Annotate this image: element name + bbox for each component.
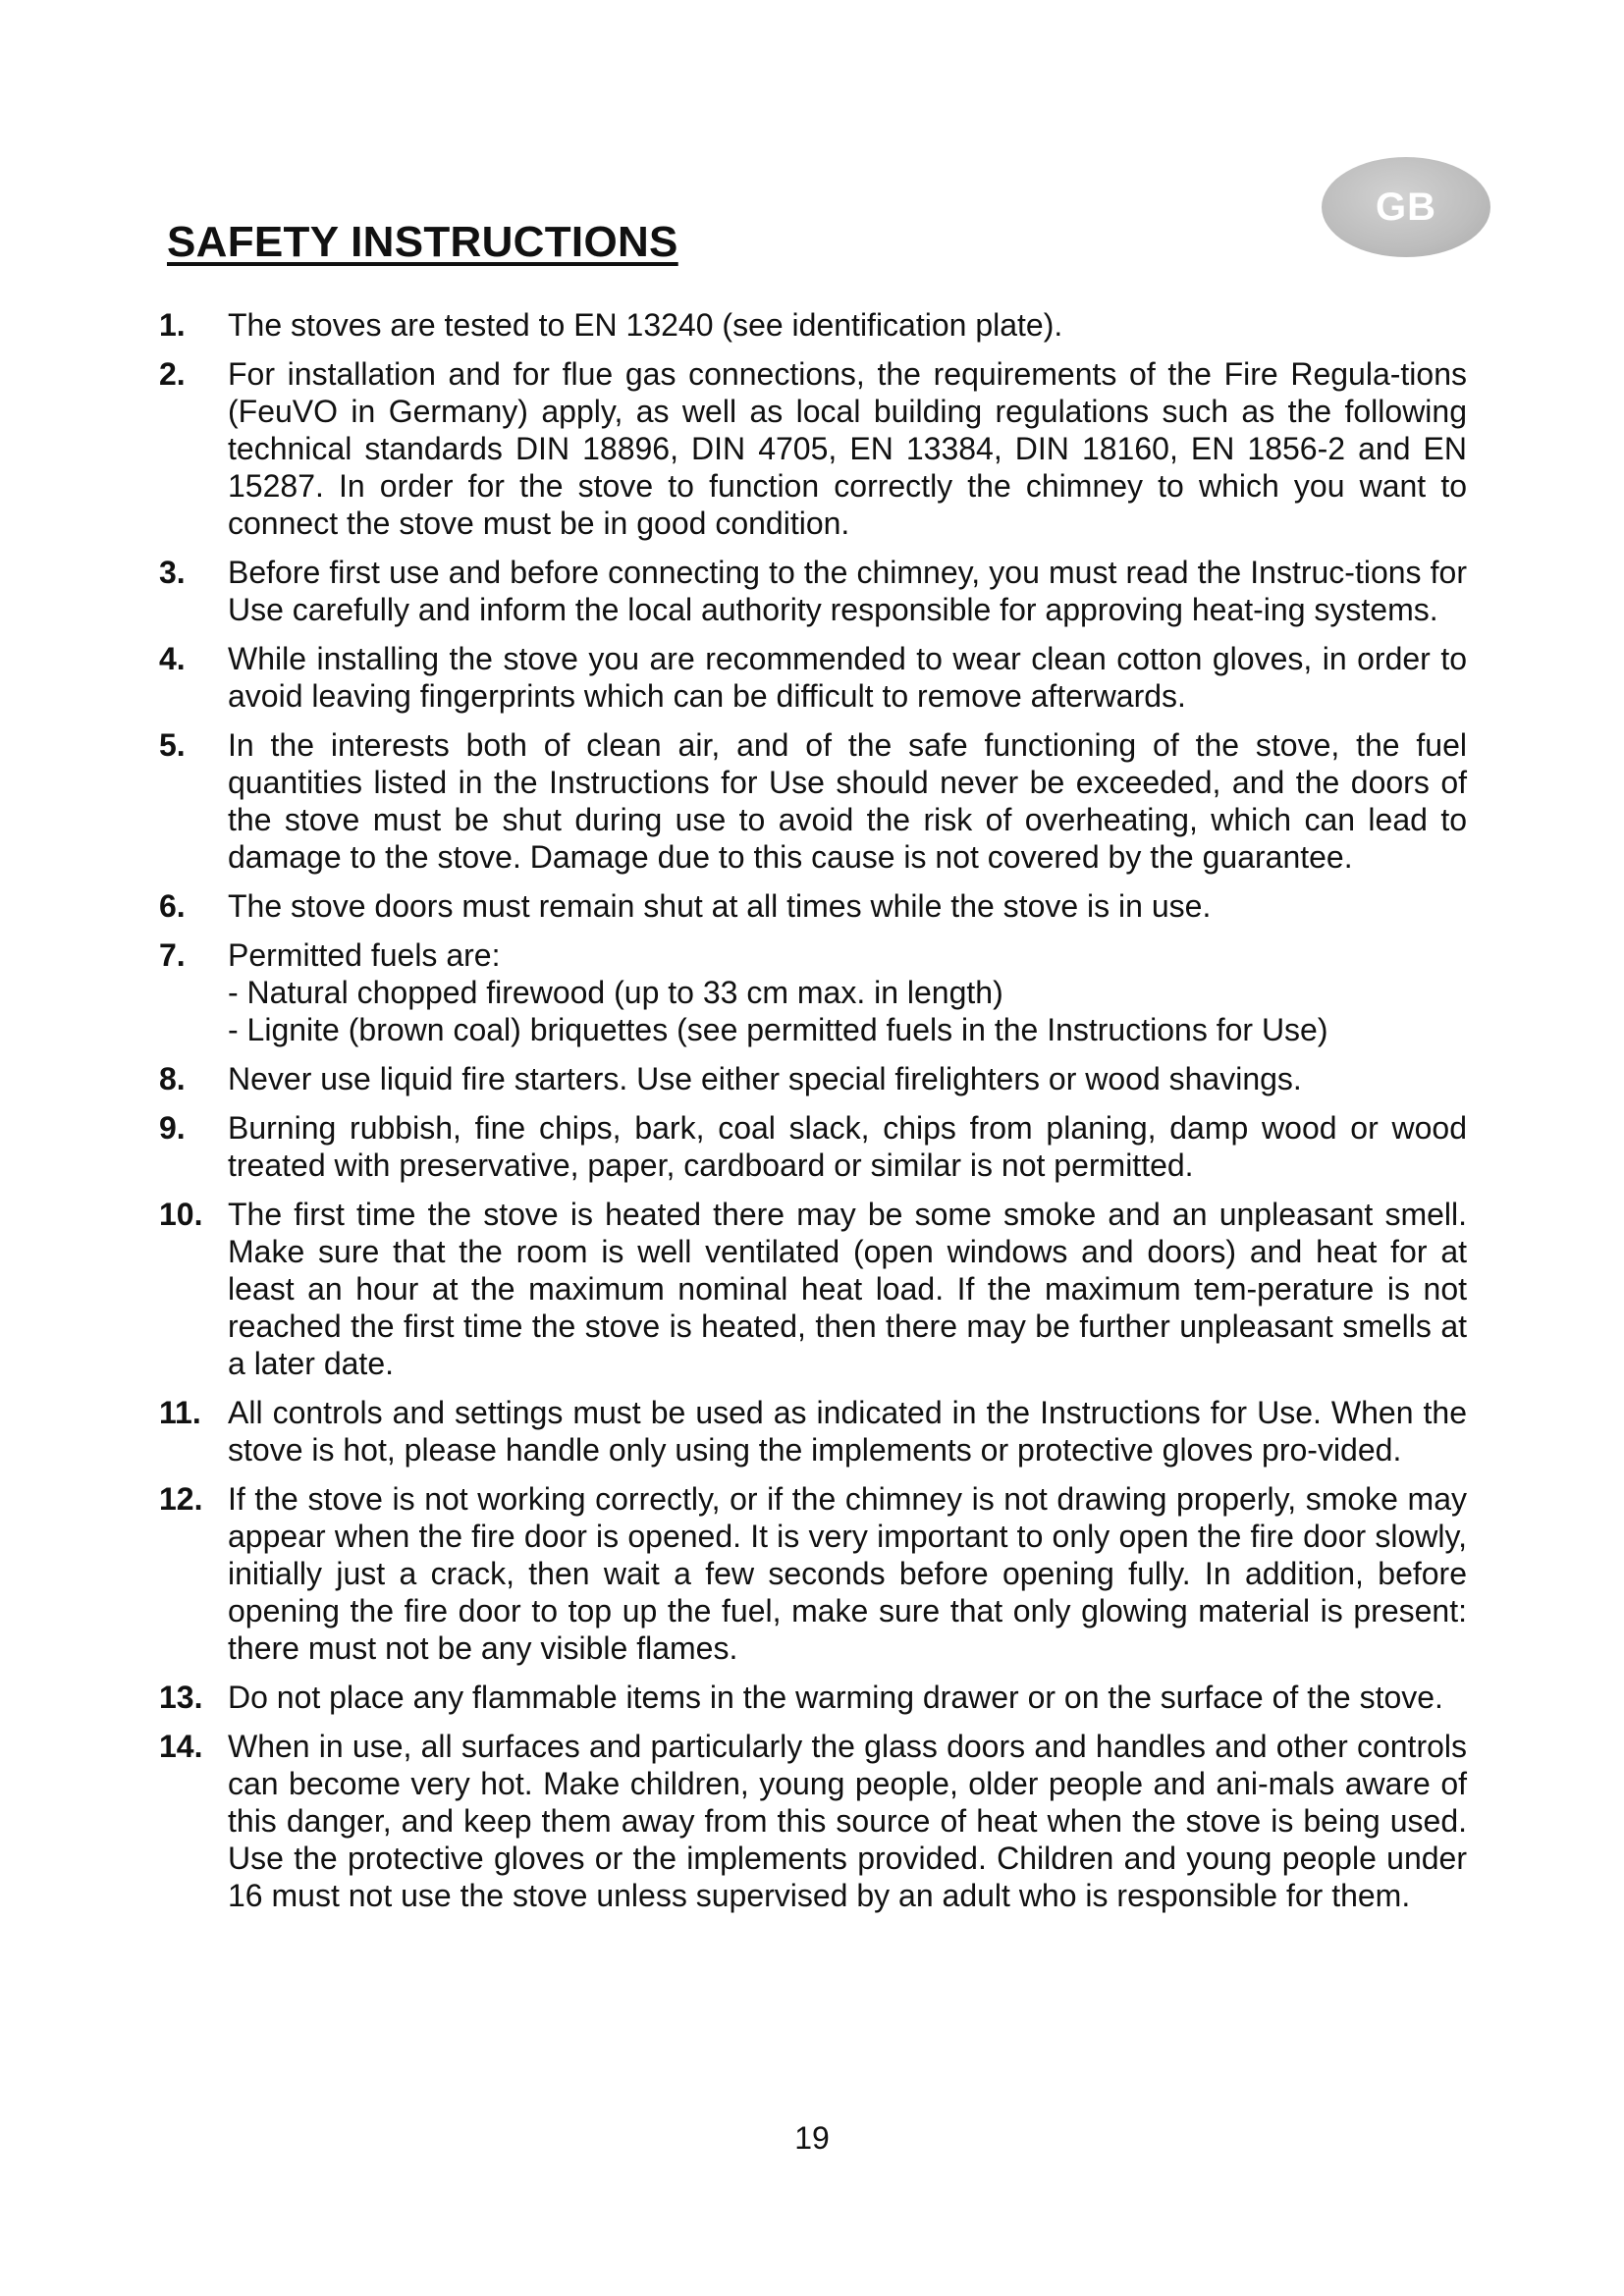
item-text: When in use, all surfaces and particularly the glass doors and handles and other controls can become very hot. Make children, young people, older people and ani-mals aware of this danger, and keep them away from this source of heat when the stove is being used. Use the protective gloves or the implements provided. Children and young people under 16 must not use the stove unless supervised by an adult who is responsible for them. bbox=[228, 1729, 1467, 1913]
item-number: 2. bbox=[159, 356, 186, 392]
item-number: 9. bbox=[159, 1110, 186, 1146]
list-item bbox=[159, 1060, 1467, 1097]
item-text: Do not place any flammable items in the warming drawer or on the surface of the stove. bbox=[228, 1680, 1443, 1715]
list-item bbox=[159, 640, 1467, 715]
item-number: 8. bbox=[159, 1061, 186, 1096]
item-text: While installing the stove you are recommended to wear clean cotton gloves, in order to avoid leaving fingerprints which can be difficult to remove afterwards. bbox=[228, 641, 1467, 714]
item-text: The stoves are tested to EN 13240 (see identification plate). bbox=[228, 307, 1063, 343]
list-item bbox=[159, 726, 1467, 876]
item-text: The first time the stove is heated there may be some smoke and an unpleasant smell. Make sure that the room is well ventilated (open windows and doors) and heat for at least an hour at the maximum nominal heat load. If the maximum tem-perature is not reached the first time the stove is heated, then there may be further unpleasant smells at a later date. bbox=[228, 1197, 1467, 1381]
list-item bbox=[159, 1109, 1467, 1184]
list-item bbox=[159, 936, 1467, 1048]
item-text: All controls and settings must be used as indicated in the Instructions for Use. When the stove is hot, please handle only using the implements or protective gloves pro-vided. bbox=[228, 1395, 1467, 1468]
item-text: Burning rubbish, fine chips, bark, coal slack, chips from planing, damp wood or wood treated with preservative, paper, cardboard or similar is not permitted. bbox=[228, 1110, 1467, 1183]
list-item bbox=[159, 1728, 1467, 1914]
item-text: If the stove is not working correctly, or if the chimney is not drawing properly, smoke may appear when the fire door is opened. It is very important to only open the fire door slowly, initially just a crack, then wait a few seconds before opening fully. In addition, before opening the fire door to top up the fuel, make sure that only glowing material is present: there must not be any visible flames. bbox=[228, 1481, 1467, 1666]
language-badge bbox=[1322, 157, 1490, 257]
page-title: SAFETY INSTRUCTIONS bbox=[167, 218, 678, 266]
item-number: 6. bbox=[159, 888, 186, 924]
item-text: The stove doors must remain shut at all times while the stove is in use. bbox=[228, 888, 1212, 924]
list-item bbox=[159, 1196, 1467, 1382]
item-text: Before first use and before connecting to the chimney, you must read the Instruc-tions for Use carefully and inform the local authority responsible for approving heat-ing systems. bbox=[228, 555, 1467, 627]
list-item bbox=[159, 1679, 1467, 1716]
item-text: Permitted fuels are: bbox=[228, 937, 501, 973]
item-number: 4. bbox=[159, 641, 186, 676]
list-item bbox=[159, 1480, 1467, 1667]
item-number: 12. bbox=[159, 1481, 203, 1517]
item-number: 7. bbox=[159, 937, 186, 973]
permitted-fuel-2: - Lignite (brown coal) briquettes (see permitted fuels in the Instructions for Use) bbox=[228, 1012, 1328, 1047]
item-text: Never use liquid fire starters. Use either special firelighters or wood shavings. bbox=[228, 1061, 1302, 1096]
item-text: For installation and for flue gas connections, the requirements of the Fire Regula-tions (FeuVO in Germany) apply, as well as local building regulations such as the following technical standards DIN 18896, DIN 4705, EN 13384, DIN 18160, EN 1856-2 and EN 15287. In order for the stove to function correctly the chimney to which you want to connect the stove must be in good condition. bbox=[228, 356, 1467, 541]
item-number: 3. bbox=[159, 555, 186, 590]
permitted-fuel-1: - Natural chopped firewood (up to 33 cm max. in length) bbox=[228, 975, 1003, 1010]
list-item bbox=[159, 887, 1467, 925]
page-number: 19 bbox=[794, 2120, 830, 2156]
item-number: 1. bbox=[159, 307, 186, 343]
item-number: 13. bbox=[159, 1680, 203, 1715]
safety-instructions-list bbox=[159, 306, 1467, 1926]
item-number: 5. bbox=[159, 727, 186, 763]
list-item bbox=[159, 554, 1467, 628]
list-item bbox=[159, 306, 1467, 344]
list-item bbox=[159, 1394, 1467, 1468]
item-text: In the interests both of clean air, and of the safe functioning of the stove, the fuel quantities listed in the Instructions for Use should never be exceeded, and the doors of the stove must be shut during use to avoid the risk of overheating, which can lead to damage to the stove. Damage due to this cause is not covered by the guarantee. bbox=[228, 727, 1467, 875]
item-number: 10. bbox=[159, 1197, 203, 1232]
language-code: GB bbox=[1376, 185, 1436, 229]
item-number: 14. bbox=[159, 1729, 203, 1764]
list-item bbox=[159, 355, 1467, 542]
item-number: 11. bbox=[159, 1395, 201, 1430]
